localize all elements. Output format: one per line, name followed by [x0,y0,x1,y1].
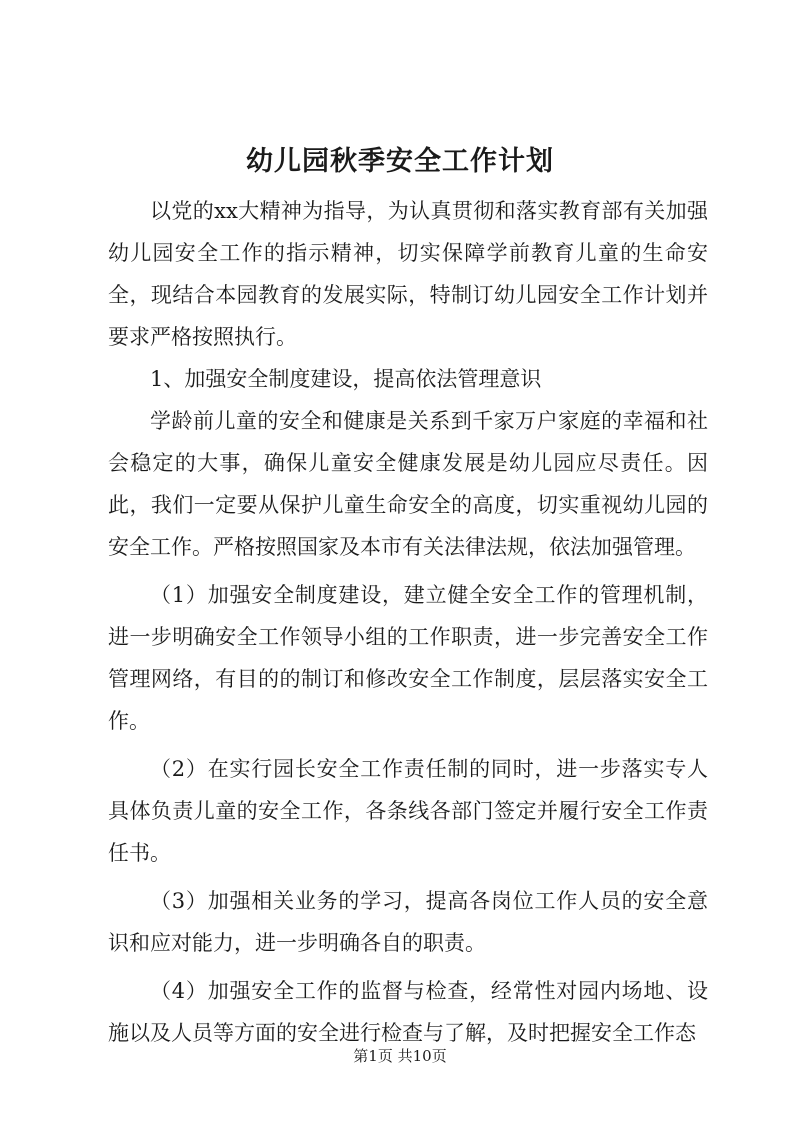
list-item-1: （1）加强安全制度建设，建立健全安全工作的管理机制，进一步明确安全工作领导小组的工作职责，进一步完善安全工作管理网络，有目的的制订和修改安全工作制度，层层落实安全工作。 [108,583,708,733]
list-item-3: （3）加强相关业务的学习，提高各岗位工作人员的安全意识和应对能力，进一步明确各自的职责。 [108,889,708,955]
list-item-4: （4）加强安全工作的监督与检查，经常性对园内场地、设施以及人员等方面的安全进行检查与了解，及时把握安全工作态 [108,979,708,1045]
body-paragraph: 学龄前儿童的安全和健康是关系到千家万户家庭的幸福和社会稳定的大事，确保儿童安全健康发展是幼儿园应尽责任。因此，我们一定要从保护儿童生命安全的高度，切实重视幼儿园的安全工作。严格按照国家及本市有关法律法规，依法加强管理。 [108,409,708,559]
list-item-2: （2）在实行园长安全工作责任制的同时，进一步落实专人具体负责儿童的安全工作，各条线各部门签定并履行安全工作责任书。 [108,757,708,865]
document-body [108,190,708,1054]
section-heading: 1、加强安全制度建设，提高依法管理意识 [150,367,542,391]
page-footer: 第1页 共10页 [353,1047,447,1065]
document-title: 幼儿园秋季安全工作计划 [246,146,554,177]
intro-paragraph: 以党的xx大精神为指导，为认真贯彻和落实教育部有关加强幼儿园安全工作的指示精神，切实保障学前教育儿童的生命安全，现结合本园教育的发展实际，特制订幼儿园安全工作计划并要求严格按照执行。 [108,199,708,349]
